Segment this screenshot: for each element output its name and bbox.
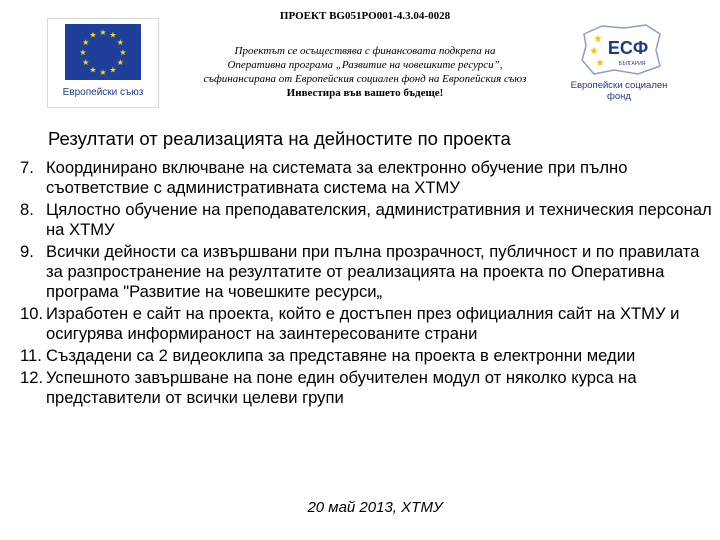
svg-text:★: ★ [89,30,97,40]
eu-logo [47,18,159,108]
list-item-number: 8. [20,200,34,219]
funding-line-1: Проектът се осъществява с финансовата подкрепа на [234,45,496,57]
project-code: ПРОЕКТ BG051PO001-4.3.04-0028 [279,10,451,22]
svg-text:★: ★ [589,46,599,57]
esf-logo-small-text: БЪЛГАРИЯ [618,61,646,67]
svg-text:★: ★ [82,38,90,47]
list-item-number: 7. [20,158,34,177]
list-item-number: 10. [20,304,44,323]
svg-text:★: ★ [99,28,107,37]
list-item [20,346,720,366]
esf-logo-text: ЕСФ [607,38,649,58]
svg-text:★: ★ [109,30,117,40]
esf-logo-caption: Европейски социален фонд [570,80,668,102]
project-info [175,10,555,100]
list-item-text: Координирано включване на системата за електронно обучение при пълно съответствие с административната система на ХТМУ [46,158,628,197]
svg-text:★: ★ [109,65,117,75]
list-item-text: Всички дейности са извършвани при пълна прозрачност, публичност и по правилата за разпространение на резултатите от реализацията на проекта по Оперативна програма "Развитие на човешките ресурси„ [46,242,700,301]
svg-text:★: ★ [119,48,127,57]
list-item [20,368,720,408]
funding-line-3: съфинансирана от Европейския социален фонд на Европейския съюз [203,73,527,85]
svg-text:★: ★ [82,58,90,67]
list-item-text: Успешното завършване на поне един обучителен модул от няколко курса на представители от всички целеви групи [46,368,637,407]
list-item-text: Изработен е сайт на проекта, който е достъпен през официалния сайт на ХТМУ и осигурява информираност на заинтересованите страни [46,304,680,343]
eu-flag-icon [65,24,141,80]
list-item-text: Цялостно обучение на преподавателския, административния и техническия персонал на ХТМУ [46,200,712,239]
esf-logo [560,20,678,100]
svg-text:★: ★ [595,58,605,69]
footer-date-place: 20 май 2013, ХТМУ [307,499,443,516]
funding-line-2: Оперативна програма „Развитие на човешките ресурси”, [227,59,503,71]
list-item-text: Създадени са 2 видеоклипа за представяне на проекта в електронни медии [46,346,636,365]
list-item [20,200,720,240]
results-list [20,158,720,410]
esf-map-icon [576,20,664,78]
list-item-number: 12. [20,368,44,387]
slide-header [0,0,720,120]
list-item [20,158,720,198]
list-item [20,304,720,344]
svg-text:★: ★ [593,34,603,45]
svg-text:★: ★ [99,68,107,77]
slide-title: Резултати от реализацията на дейностите по проекта [48,128,511,149]
list-item-number: 11. [20,346,42,365]
svg-text:★: ★ [116,58,124,67]
list-item-number: 9. [20,242,34,261]
svg-text:★: ★ [116,38,124,47]
svg-text:★: ★ [89,65,97,75]
list-item [20,242,720,302]
svg-text:★: ★ [79,48,87,57]
slogan: Инвестира във вашето бъдеще! [286,87,444,99]
eu-logo-caption: Европейски съюз [62,87,144,98]
